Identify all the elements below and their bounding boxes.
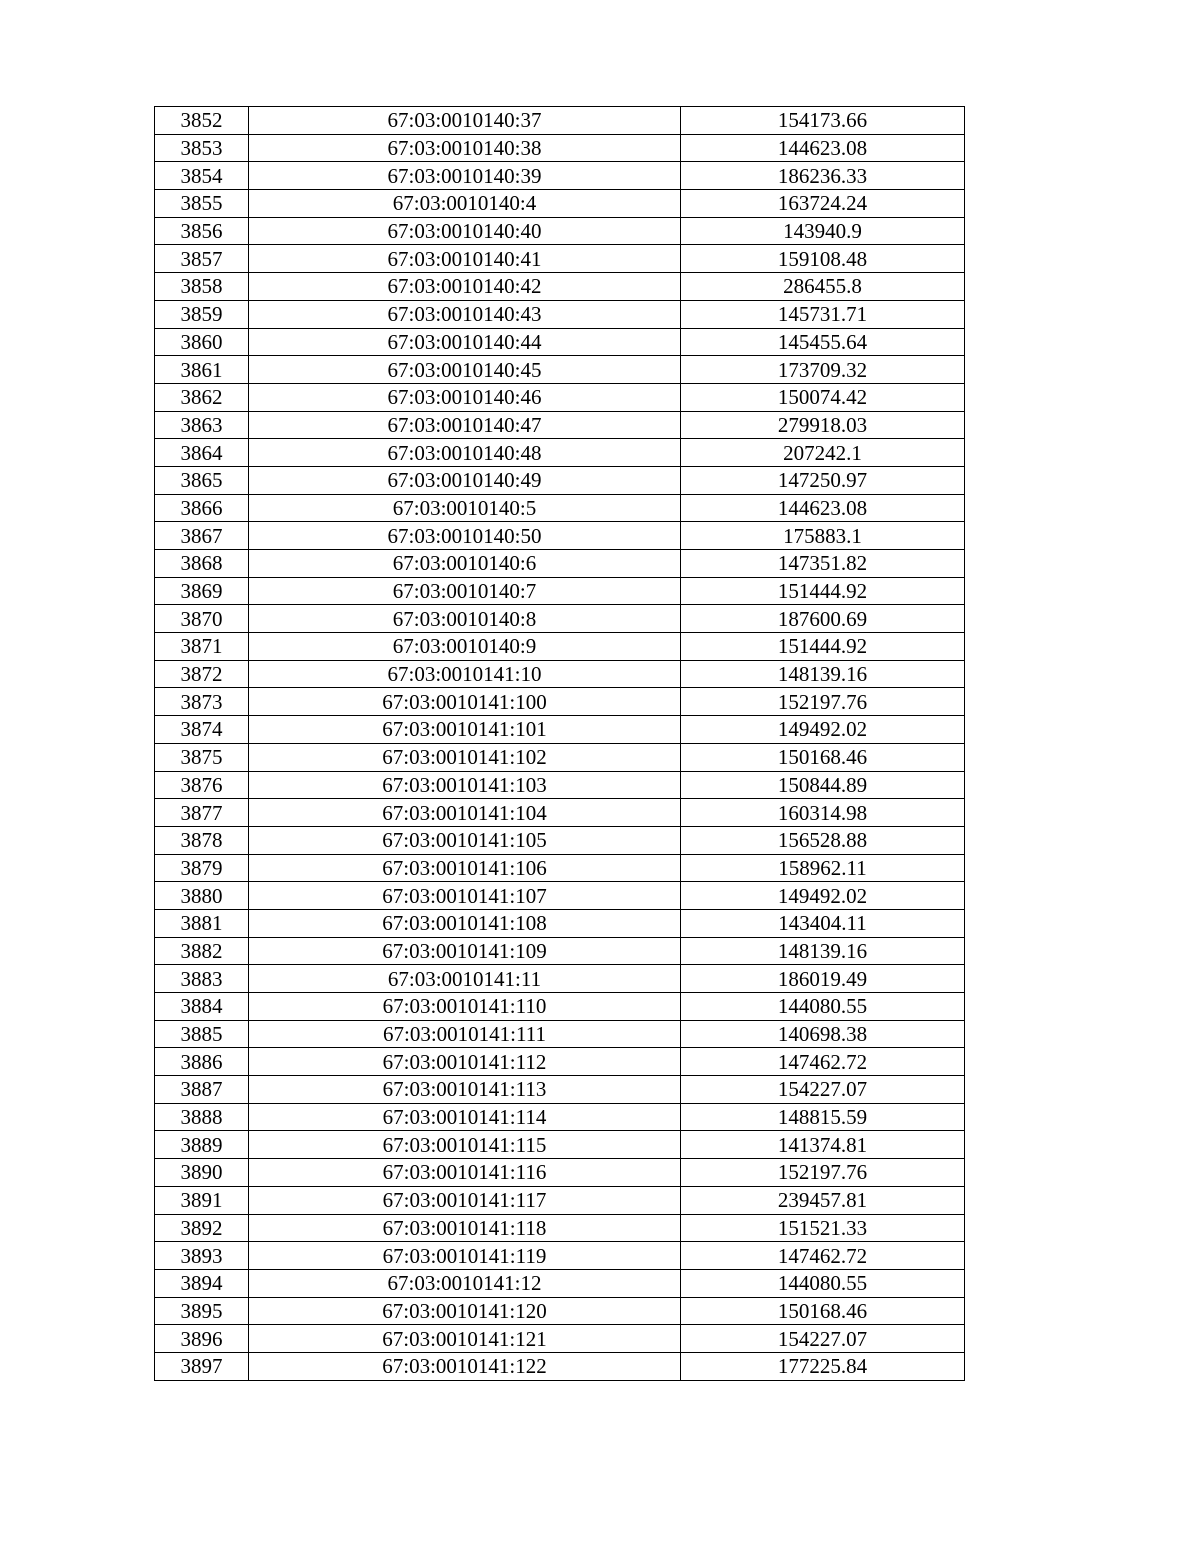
- value-cell: 150168.46: [681, 743, 965, 771]
- row-number-cell: 3889: [155, 1131, 249, 1159]
- cadastral-number-cell: 67:03:0010141:107: [249, 882, 681, 910]
- row-number-cell: 3874: [155, 716, 249, 744]
- value-cell: 239457.81: [681, 1186, 965, 1214]
- cadastral-number-cell: 67:03:0010140:50: [249, 522, 681, 550]
- table-row: [155, 1214, 965, 1242]
- value-cell: 187600.69: [681, 605, 965, 633]
- cadastral-number-cell: 67:03:0010141:101: [249, 716, 681, 744]
- row-number-cell: 3872: [155, 660, 249, 688]
- table-row: [155, 937, 965, 965]
- table-row: [155, 190, 965, 218]
- value-cell: 207242.1: [681, 439, 965, 467]
- cadastral-number-cell: 67:03:0010141:118: [249, 1214, 681, 1242]
- cadastral-number-cell: 67:03:0010140:47: [249, 411, 681, 439]
- table-row: [155, 300, 965, 328]
- value-cell: 149492.02: [681, 882, 965, 910]
- row-number-cell: 3866: [155, 494, 249, 522]
- value-cell: 159108.48: [681, 245, 965, 273]
- value-cell: 140698.38: [681, 1020, 965, 1048]
- cadastral-number-cell: 67:03:0010141:109: [249, 937, 681, 965]
- row-number-cell: 3891: [155, 1186, 249, 1214]
- cadastral-number-cell: 67:03:0010141:108: [249, 909, 681, 937]
- table-row: [155, 134, 965, 162]
- cadastral-number-cell: 67:03:0010141:104: [249, 799, 681, 827]
- value-cell: 144080.55: [681, 1269, 965, 1297]
- row-number-cell: 3857: [155, 245, 249, 273]
- cadastral-number-cell: 67:03:0010141:10: [249, 660, 681, 688]
- table-row: [155, 411, 965, 439]
- table-row: [155, 1020, 965, 1048]
- table-row: [155, 660, 965, 688]
- cadastral-number-cell: 67:03:0010141:106: [249, 854, 681, 882]
- cadastral-number-cell: 67:03:0010140:41: [249, 245, 681, 273]
- value-cell: 154227.07: [681, 1076, 965, 1104]
- table-row: [155, 439, 965, 467]
- value-cell: 186019.49: [681, 965, 965, 993]
- value-cell: 148139.16: [681, 937, 965, 965]
- row-number-cell: 3869: [155, 577, 249, 605]
- table-row: [155, 494, 965, 522]
- table-row: [155, 328, 965, 356]
- table-row: [155, 522, 965, 550]
- table-row: [155, 716, 965, 744]
- table-row: [155, 1352, 965, 1380]
- row-number-cell: 3865: [155, 466, 249, 494]
- row-number-cell: 3873: [155, 688, 249, 716]
- row-number-cell: 3853: [155, 134, 249, 162]
- cadastral-number-cell: 67:03:0010140:6: [249, 550, 681, 578]
- cadastral-number-cell: 67:03:0010141:100: [249, 688, 681, 716]
- row-number-cell: 3862: [155, 383, 249, 411]
- table-row: [155, 799, 965, 827]
- table-row: [155, 466, 965, 494]
- row-number-cell: 3852: [155, 107, 249, 135]
- table-row: [155, 1103, 965, 1131]
- row-number-cell: 3892: [155, 1214, 249, 1242]
- row-number-cell: 3870: [155, 605, 249, 633]
- value-cell: 279918.03: [681, 411, 965, 439]
- table-row: [155, 743, 965, 771]
- cadastral-number-cell: 67:03:0010140:42: [249, 273, 681, 301]
- row-number-cell: 3861: [155, 356, 249, 384]
- table-row: [155, 217, 965, 245]
- row-number-cell: 3887: [155, 1076, 249, 1104]
- row-number-cell: 3881: [155, 909, 249, 937]
- table-row: [155, 909, 965, 937]
- value-cell: 175883.1: [681, 522, 965, 550]
- row-number-cell: 3894: [155, 1269, 249, 1297]
- table-body: [155, 107, 965, 1381]
- table-row: [155, 550, 965, 578]
- value-cell: 151521.33: [681, 1214, 965, 1242]
- value-cell: 154227.07: [681, 1325, 965, 1353]
- cadastral-number-cell: 67:03:0010140:40: [249, 217, 681, 245]
- value-cell: 144080.55: [681, 993, 965, 1021]
- row-number-cell: 3879: [155, 854, 249, 882]
- row-number-cell: 3860: [155, 328, 249, 356]
- row-number-cell: 3884: [155, 993, 249, 1021]
- row-number-cell: 3886: [155, 1048, 249, 1076]
- table-row: [155, 854, 965, 882]
- value-cell: 160314.98: [681, 799, 965, 827]
- table-row: [155, 1242, 965, 1270]
- value-cell: 173709.32: [681, 356, 965, 384]
- table-row: [155, 577, 965, 605]
- row-number-cell: 3867: [155, 522, 249, 550]
- table-row: [155, 605, 965, 633]
- table-row: [155, 273, 965, 301]
- row-number-cell: 3871: [155, 633, 249, 661]
- value-cell: 150074.42: [681, 383, 965, 411]
- cadastral-number-cell: 67:03:0010141:122: [249, 1352, 681, 1380]
- cadastral-number-cell: 67:03:0010141:102: [249, 743, 681, 771]
- value-cell: 177225.84: [681, 1352, 965, 1380]
- row-number-cell: 3890: [155, 1159, 249, 1187]
- row-number-cell: 3896: [155, 1325, 249, 1353]
- value-cell: 147250.97: [681, 466, 965, 494]
- value-cell: 151444.92: [681, 577, 965, 605]
- row-number-cell: 3855: [155, 190, 249, 218]
- cadastral-value-table: [154, 106, 965, 1381]
- table-row: [155, 1186, 965, 1214]
- cadastral-number-cell: 67:03:0010140:46: [249, 383, 681, 411]
- cadastral-number-cell: 67:03:0010141:114: [249, 1103, 681, 1131]
- table-row: [155, 1159, 965, 1187]
- cadastral-number-cell: 67:03:0010140:39: [249, 162, 681, 190]
- row-number-cell: 3895: [155, 1297, 249, 1325]
- row-number-cell: 3864: [155, 439, 249, 467]
- value-cell: 144623.08: [681, 494, 965, 522]
- table-row: [155, 356, 965, 384]
- cadastral-number-cell: 67:03:0010140:37: [249, 107, 681, 135]
- row-number-cell: 3897: [155, 1352, 249, 1380]
- row-number-cell: 3885: [155, 1020, 249, 1048]
- cadastral-number-cell: 67:03:0010141:120: [249, 1297, 681, 1325]
- cadastral-number-cell: 67:03:0010140:5: [249, 494, 681, 522]
- value-cell: 143404.11: [681, 909, 965, 937]
- value-cell: 148139.16: [681, 660, 965, 688]
- value-cell: 156528.88: [681, 826, 965, 854]
- value-cell: 152197.76: [681, 688, 965, 716]
- row-number-cell: 3888: [155, 1103, 249, 1131]
- table-row: [155, 162, 965, 190]
- cadastral-number-cell: 67:03:0010141:115: [249, 1131, 681, 1159]
- cadastral-number-cell: 67:03:0010140:4: [249, 190, 681, 218]
- row-number-cell: 3878: [155, 826, 249, 854]
- table-row: [155, 1325, 965, 1353]
- value-cell: 145731.71: [681, 300, 965, 328]
- cadastral-number-cell: 67:03:0010140:7: [249, 577, 681, 605]
- cadastral-number-cell: 67:03:0010141:119: [249, 1242, 681, 1270]
- cadastral-number-cell: 67:03:0010141:110: [249, 993, 681, 1021]
- cadastral-number-cell: 67:03:0010141:121: [249, 1325, 681, 1353]
- cadastral-number-cell: 67:03:0010140:9: [249, 633, 681, 661]
- cadastral-number-cell: 67:03:0010141:111: [249, 1020, 681, 1048]
- value-cell: 150844.89: [681, 771, 965, 799]
- cadastral-number-cell: 67:03:0010141:116: [249, 1159, 681, 1187]
- value-cell: 143940.9: [681, 217, 965, 245]
- value-cell: 147351.82: [681, 550, 965, 578]
- table-row: [155, 107, 965, 135]
- row-number-cell: 3877: [155, 799, 249, 827]
- value-cell: 145455.64: [681, 328, 965, 356]
- table-row: [155, 993, 965, 1021]
- row-number-cell: 3875: [155, 743, 249, 771]
- table-row: [155, 245, 965, 273]
- value-cell: 148815.59: [681, 1103, 965, 1131]
- row-number-cell: 3882: [155, 937, 249, 965]
- table-row: [155, 1048, 965, 1076]
- table-row: [155, 1076, 965, 1104]
- table-row: [155, 688, 965, 716]
- row-number-cell: 3859: [155, 300, 249, 328]
- value-cell: 151444.92: [681, 633, 965, 661]
- value-cell: 144623.08: [681, 134, 965, 162]
- cadastral-number-cell: 67:03:0010141:112: [249, 1048, 681, 1076]
- cadastral-number-cell: 67:03:0010141:11: [249, 965, 681, 993]
- cadastral-number-cell: 67:03:0010141:113: [249, 1076, 681, 1104]
- row-number-cell: 3854: [155, 162, 249, 190]
- row-number-cell: 3883: [155, 965, 249, 993]
- value-cell: 150168.46: [681, 1297, 965, 1325]
- cadastral-number-cell: 67:03:0010141:117: [249, 1186, 681, 1214]
- table-row: [155, 383, 965, 411]
- value-cell: 158962.11: [681, 854, 965, 882]
- cadastral-number-cell: 67:03:0010141:105: [249, 826, 681, 854]
- table-row: [155, 882, 965, 910]
- value-cell: 141374.81: [681, 1131, 965, 1159]
- row-number-cell: 3856: [155, 217, 249, 245]
- value-cell: 149492.02: [681, 716, 965, 744]
- cadastral-number-cell: 67:03:0010141:103: [249, 771, 681, 799]
- table-row: [155, 1131, 965, 1159]
- cadastral-number-cell: 67:03:0010140:48: [249, 439, 681, 467]
- table-row: [155, 633, 965, 661]
- row-number-cell: 3876: [155, 771, 249, 799]
- cadastral-number-cell: 67:03:0010141:12: [249, 1269, 681, 1297]
- table-row: [155, 965, 965, 993]
- value-cell: 147462.72: [681, 1048, 965, 1076]
- row-number-cell: 3863: [155, 411, 249, 439]
- cadastral-number-cell: 67:03:0010140:8: [249, 605, 681, 633]
- table-row: [155, 1297, 965, 1325]
- cadastral-number-cell: 67:03:0010140:38: [249, 134, 681, 162]
- row-number-cell: 3868: [155, 550, 249, 578]
- value-cell: 147462.72: [681, 1242, 965, 1270]
- cadastral-number-cell: 67:03:0010140:43: [249, 300, 681, 328]
- value-cell: 154173.66: [681, 107, 965, 135]
- row-number-cell: 3858: [155, 273, 249, 301]
- table-row: [155, 771, 965, 799]
- table-row: [155, 1269, 965, 1297]
- cadastral-number-cell: 67:03:0010140:44: [249, 328, 681, 356]
- cadastral-number-cell: 67:03:0010140:45: [249, 356, 681, 384]
- value-cell: 186236.33: [681, 162, 965, 190]
- row-number-cell: 3893: [155, 1242, 249, 1270]
- row-number-cell: 3880: [155, 882, 249, 910]
- value-cell: 286455.8: [681, 273, 965, 301]
- table-row: [155, 826, 965, 854]
- cadastral-number-cell: 67:03:0010140:49: [249, 466, 681, 494]
- value-cell: 152197.76: [681, 1159, 965, 1187]
- value-cell: 163724.24: [681, 190, 965, 218]
